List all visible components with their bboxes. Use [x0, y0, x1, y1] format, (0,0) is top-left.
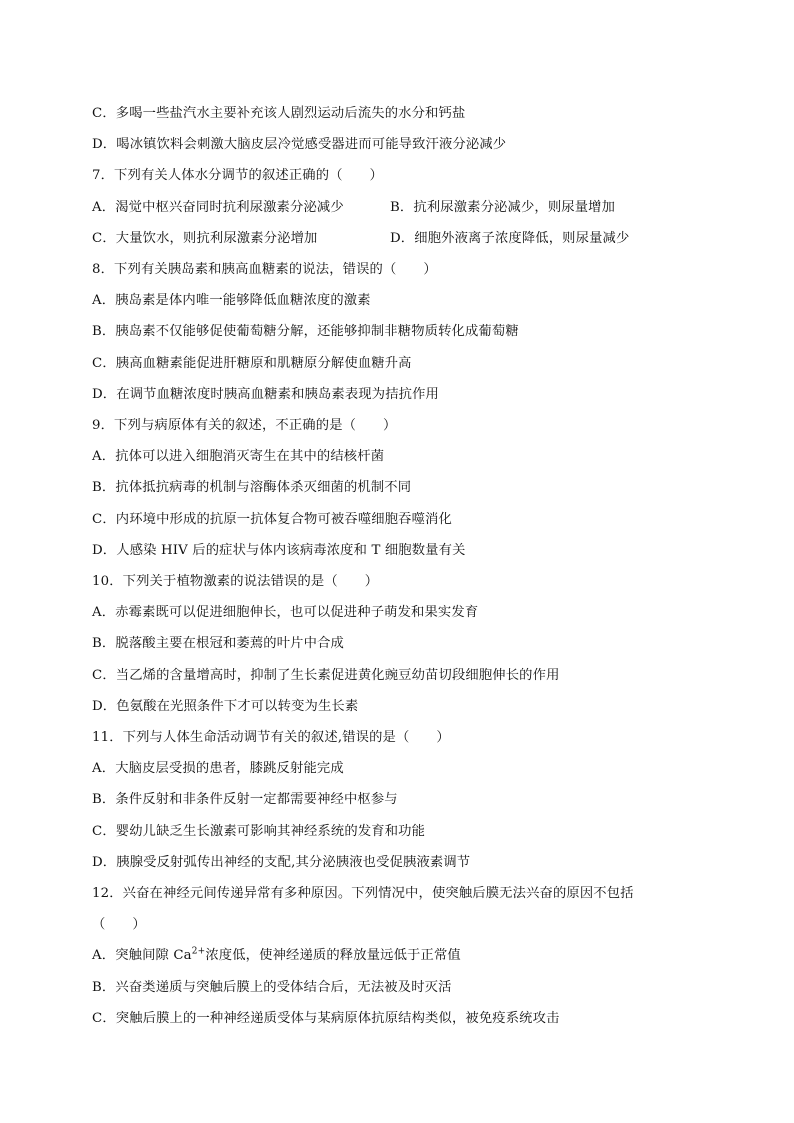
q9-option-a: A．抗体可以进入细胞消灭寄生在其中的结核杆菌: [92, 449, 385, 465]
q8-option-d: D．在调节血糖浓度时胰高血糖素和胰岛素表现为拮抗作用: [92, 386, 439, 402]
q11-option-a: A．大脑皮层受损的患者，膝跳反射能完成: [92, 761, 344, 777]
q9-stem: 9．下列与病原体有关的叙述，不正确的是（ ）: [92, 418, 397, 434]
q11-option-b: B．条件反射和非条件反射一定都需要神经中枢参与: [92, 792, 398, 808]
q9-option-d: D．人感染 HIV 后的症状与体内该病毒浓度和 T 细胞数量有关: [92, 542, 466, 558]
q7-option-a: A．渴觉中枢兴奋同时抗利尿激素分泌减少: [92, 199, 344, 215]
q7-options-row-1: [92, 192, 712, 223]
q12-stem-continued: （ ）: [92, 917, 146, 933]
q10-stem: 10．下列关于植物激素的说法错误的是（ ）: [92, 574, 379, 590]
q12-option-a-text-end: 浓度低，使神经递质的释放量远低于正常值: [205, 948, 461, 964]
q7-options-row-2: [92, 223, 712, 254]
q7-option-b: B．抗利尿激素分泌减少，则尿量增加: [390, 199, 616, 215]
q10-option-a: A．赤霉素既可以促进细胞伸长，也可以促进种子萌发和果实发育: [92, 605, 479, 621]
q12-stem: 12．兴奋在神经元间传递异常有多种原因。下列情况中，使突触后膜无法兴奋的原因不包括: [92, 886, 634, 902]
q7-option-c: C．大量饮水，则抗利尿激素分泌增加: [92, 230, 318, 246]
q6-option-d: D．喝冰镇饮料会刺激大脑皮层冷觉感受器进而可能导致汗液分泌减少: [92, 137, 507, 153]
q10-option-c: C．当乙烯的含量增高时，抑制了生长素促进黄化豌豆幼苗切段细胞伸长的作用: [92, 667, 560, 683]
q6-option-c: C．多喝一些盐汽水主要补充该人剧烈运动后流失的水分和钙盐: [92, 106, 466, 121]
q11-option-c: C．婴幼儿缺乏生长激素可影响其神经系统的发育和功能: [92, 823, 426, 839]
q9-option-b: B．抗体抵抗病毒的机制与溶酶体杀灭细菌的机制不同: [92, 480, 412, 496]
q9-option-c: C．内环境中形成的抗原一抗体复合物可被吞噬细胞吞噬消化: [92, 511, 452, 527]
q10-option-b: B．脱落酸主要在根冠和萎蔫的叶片中合成: [92, 636, 344, 652]
q7-option-d: D．细胞外液离子浓度降低，则尿量减少: [390, 230, 630, 246]
q12-option-a: [92, 940, 712, 971]
q12-option-c: C．突触后膜上的一种神经递质受体与某病原体抗原结构类似，被免疫系统攻击: [92, 1010, 560, 1026]
q11-stem: 11．下列与人体生命活动调节有关的叙述,错误的是（ ）: [92, 730, 450, 746]
question-list: [92, 98, 712, 1034]
q12-option-a-text-start: A．突触间隙 Ca: [92, 948, 192, 964]
q8-option-b: B．胰岛素不仅能够促使葡萄糖分解，还能够抑制非糖物质转化成葡萄糖: [92, 324, 519, 340]
q12-option-a-superscript: 2+: [191, 947, 206, 958]
q8-stem: 8．下列有关胰岛素和胰高血糖素的说法，错误的（ ）: [92, 262, 437, 278]
q8-option-a: A．胰岛素是体内唯一能够降低血糖浓度的激素: [92, 293, 371, 309]
q12-option-b: B．兴奋类递质与突触后膜上的受体结合后，无法被及时灭活: [92, 979, 452, 995]
q8-option-c: C．胰高血糖素能促进肝糖原和肌糖原分解使血糖升高: [92, 355, 412, 371]
q7-stem: 7．下列有关人体水分调节的叙述正确的（ ）: [92, 168, 383, 184]
q11-option-d: D．胰腺受反射弧传出神经的支配,其分泌胰液也受促胰液素调节: [92, 854, 471, 870]
q10-option-d: D．色氨酸在光照条件下才可以转变为生长素: [92, 698, 359, 714]
